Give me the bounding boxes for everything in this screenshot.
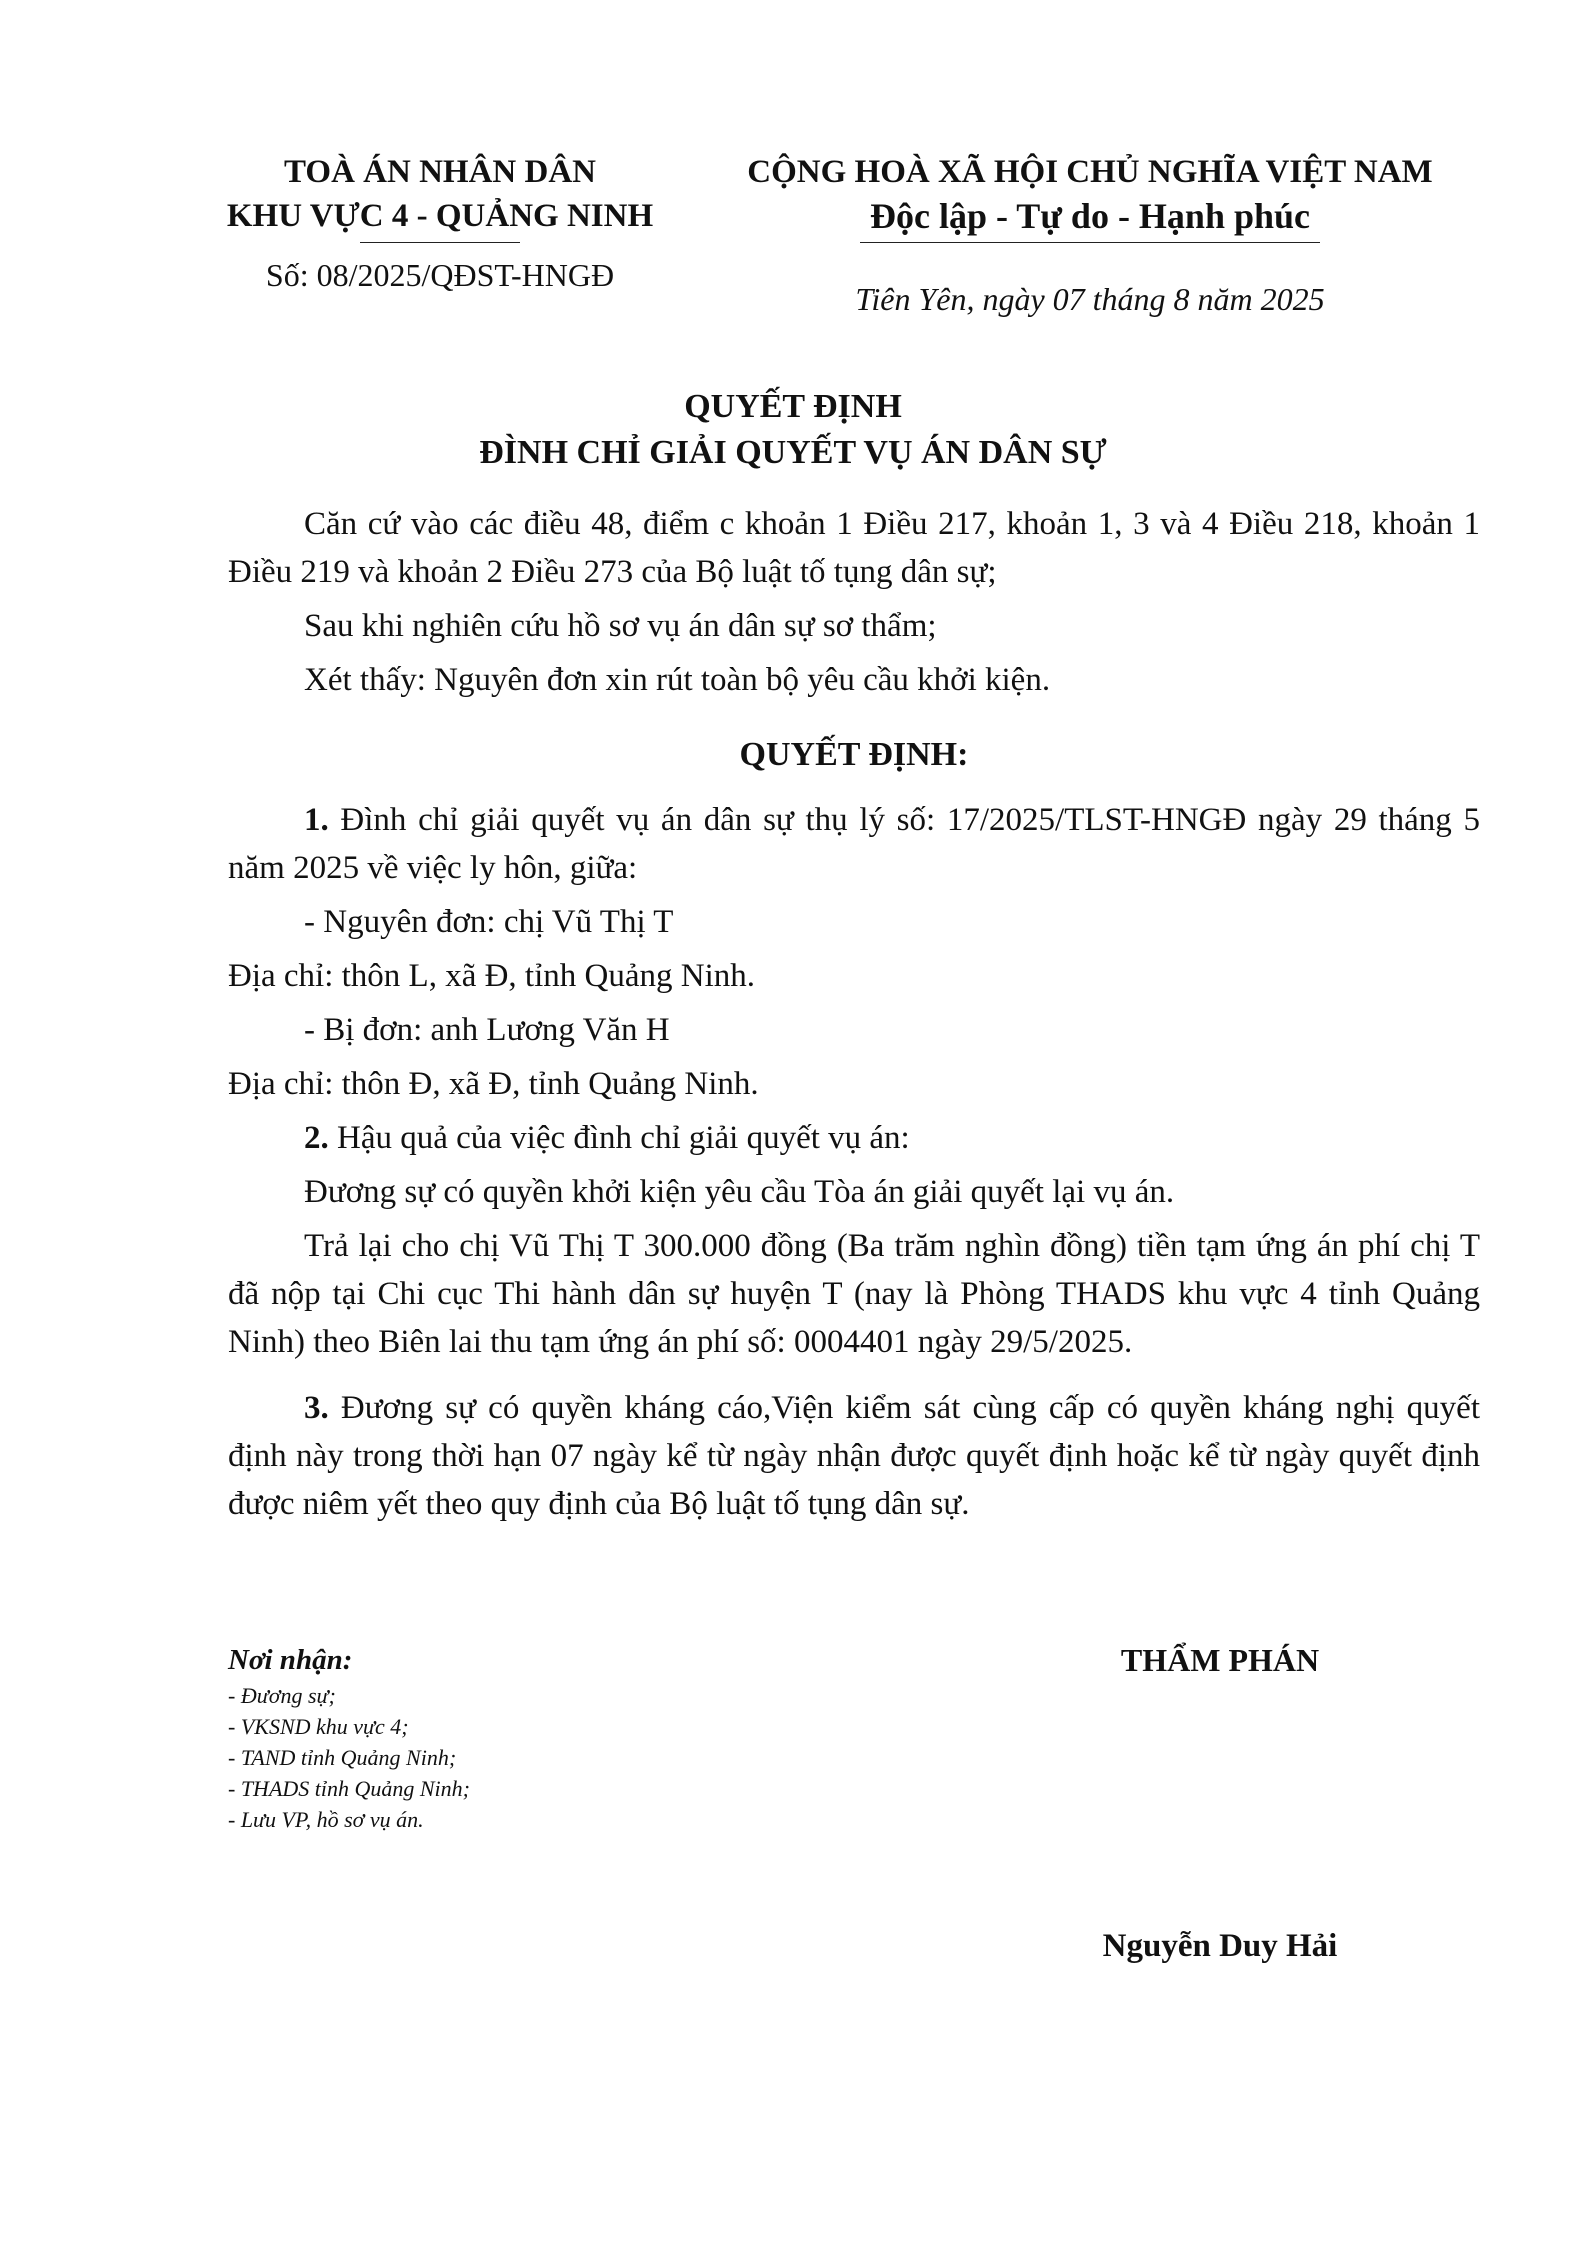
signer-name: Nguyễn Duy Hải xyxy=(1102,1928,1338,1964)
recipient-item: - Đương sự; xyxy=(228,1683,336,1708)
motto-underline xyxy=(860,242,1320,243)
document-body xyxy=(228,500,1480,1534)
item-2-text: Hậu quả của việc đình chỉ giải quyết vụ án: xyxy=(328,1120,910,1156)
recipient-item: - TAND tỉnh Quảng Ninh; xyxy=(228,1745,457,1770)
document-number: Số: 08/2025/QĐST-HNGĐ xyxy=(265,257,615,293)
recipient-item: - Lưu VP, hồ sơ vụ án. xyxy=(228,1807,424,1832)
defendant: - Bị đơn: anh Lương Văn H xyxy=(304,1012,670,1048)
decision-item-2 xyxy=(228,1114,1480,1162)
court-underline xyxy=(360,242,520,243)
item-3-text: Đương sự có quyền kháng cáo,Viện kiểm sát cùng cấp có quyền kháng nghị quyết định này trong thời hạn 07 ngày kể từ ngày nhận được quyết định hoặc kể từ ngày quyết định được niêm yết theo quy định của Bộ luật tố tụng dân sự. xyxy=(228,1390,1480,1522)
item-1-text: Đình chỉ giải quyết vụ án dân sự thụ lý số: 17/2025/TLST-HNGĐ ngày 29 tháng 5 năm 2025 về việc ly hôn, giữa: xyxy=(228,802,1480,886)
document-title xyxy=(0,384,1586,476)
title-line-2: ĐÌNH CHỈ GIẢI QUYẾT VỤ ÁN DÂN SỰ xyxy=(479,434,1107,471)
item-3-number: 3. xyxy=(304,1390,329,1426)
document-date: Tiên Yên, ngày 07 tháng 8 năm 2025 xyxy=(855,281,1325,317)
preamble-finding: Xét thấy: Nguyên đơn xin rút toàn bộ yêu cầu khởi kiện. xyxy=(304,662,1051,698)
signer-title: THẨM PHÁN xyxy=(1120,1642,1320,1678)
item-2-paragraph-2: Trả lại cho chị Vũ Thị T 300.000 đồng (Ba trăm nghìn đồng) tiền tạm ứng án phí chị T đã nộp tại Chi cục Thi hành dân sự huyện T (nay là Phòng THADS khu vực 4 tỉnh Quảng Ninh) theo Biên lai thu tạm ứng án phí số: 0004401 ngày 29/5/2025. xyxy=(228,1228,1480,1360)
plaintiff: - Nguyên đơn: chị Vũ Thị T xyxy=(304,904,674,940)
item-2-paragraph-1: Đương sự có quyền khởi kiện yêu cầu Tòa án giải quyết lại vụ án. xyxy=(304,1174,1175,1210)
national-motto: Độc lập - Tự do - Hạnh phúc xyxy=(869,196,1311,236)
item-2-number: 2. xyxy=(304,1120,329,1156)
national-name: CỘNG HOÀ XÃ HỘI CHỦ NGHĨA VIỆT NAM xyxy=(747,154,1433,190)
recipients-block xyxy=(228,1640,748,1835)
national-header xyxy=(730,150,1450,318)
preamble-review: Sau khi nghiên cứu hồ sơ vụ án dân sự sơ thẩm; xyxy=(304,608,937,644)
recipient-item: - THADS tỉnh Quảng Ninh; xyxy=(228,1776,470,1801)
decision-item-1 xyxy=(228,796,1480,892)
court-name: TOÀ ÁN NHÂN DÂN xyxy=(284,154,596,190)
preamble-legal-basis: Căn cứ vào các điều 48, điểm c khoản 1 Điều 217, khoản 1, 3 và 4 Điều 218, khoản 1 Điều 219 và khoản 2 Điều 273 của Bộ luật tố tụng dân sự; xyxy=(228,506,1480,590)
plaintiff-address: Địa chỉ: thôn L, xã Đ, tỉnh Quảng Ninh. xyxy=(228,958,756,994)
title-line-1: QUYẾT ĐỊNH xyxy=(684,388,902,425)
court-header xyxy=(190,150,690,294)
defendant-address: Địa chỉ: thôn Đ, xã Đ, tỉnh Quảng Ninh. xyxy=(228,1066,759,1102)
decision-heading: QUYẾT ĐỊNH: xyxy=(739,736,969,773)
court-region: KHU VỰC 4 - QUẢNG NINH xyxy=(226,198,654,234)
decision-item-3 xyxy=(228,1384,1480,1528)
recipient-item: - VKSND khu vực 4; xyxy=(228,1714,409,1739)
item-1-number: 1. xyxy=(304,802,329,838)
recipients-title: Nơi nhận: xyxy=(228,1644,353,1676)
